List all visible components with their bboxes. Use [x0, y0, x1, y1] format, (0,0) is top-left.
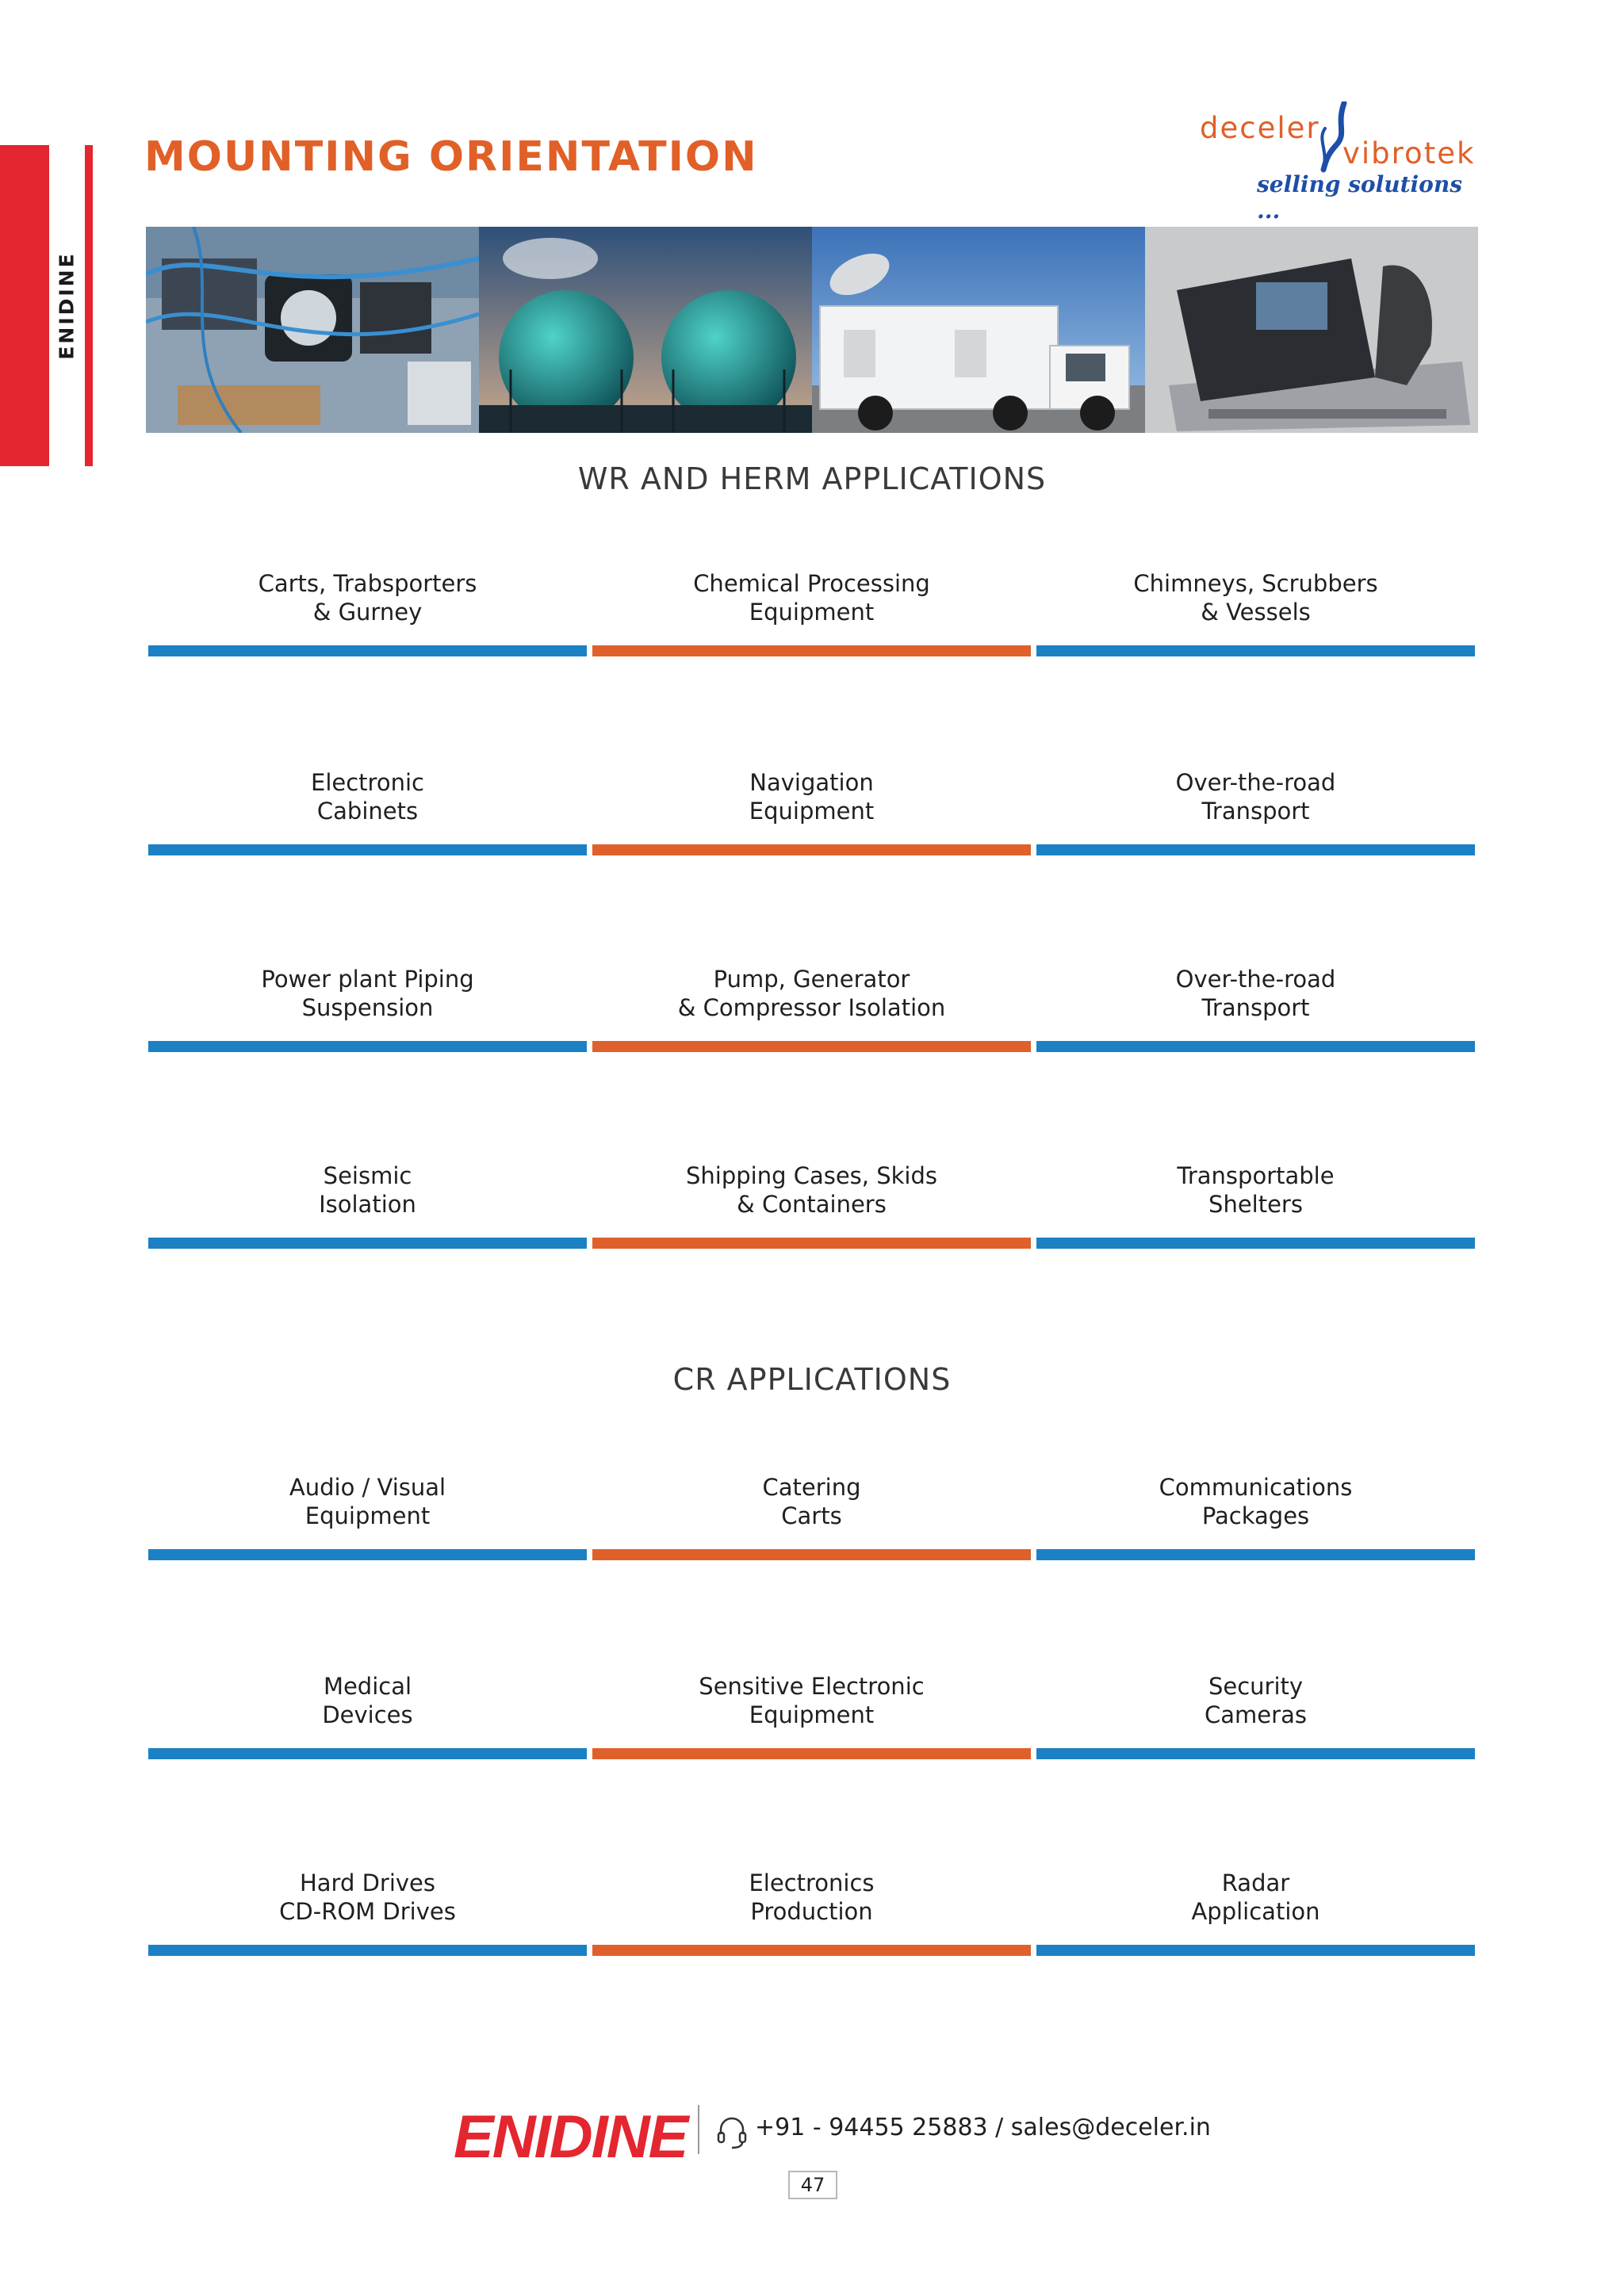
application-item — [592, 1869, 1031, 1956]
application-item — [1036, 1161, 1475, 1249]
application-underline — [148, 1041, 587, 1052]
footer-contact-info: +91 - 94455 25883 / sales@deceler.in — [755, 2114, 1211, 2141]
application-underline — [1036, 1748, 1475, 1759]
application-underline — [148, 844, 587, 855]
application-label-line2: Packages — [1201, 1502, 1310, 1529]
application-underline — [148, 1238, 587, 1249]
application-underline — [148, 1945, 587, 1956]
application-label-line1: Electronic — [311, 769, 424, 796]
application-label-line2: Equipment — [749, 599, 875, 626]
application-item — [1036, 569, 1475, 656]
application-label-line2: Transport — [1201, 798, 1310, 825]
application-item — [148, 1869, 587, 1956]
application-label-line2: Suspension — [301, 994, 434, 1021]
pneumatic-machinery-photo — [146, 227, 479, 433]
application-label-line1: Transportable — [1177, 1162, 1335, 1189]
application-underline — [1036, 844, 1475, 855]
application-item — [592, 1473, 1031, 1560]
application-label-line2: Production — [750, 1898, 873, 1925]
application-label-line1: Chemical Processing — [693, 570, 930, 597]
application-item — [1036, 1672, 1475, 1759]
application-item — [592, 768, 1031, 855]
application-label-line2: & Vessels — [1201, 599, 1311, 626]
application-item — [1036, 1473, 1475, 1560]
application-item — [148, 768, 587, 855]
application-item — [592, 569, 1031, 656]
application-item — [148, 1473, 587, 1560]
application-label-line2: CD-ROM Drives — [279, 1898, 456, 1925]
application-label-line1: Communications — [1159, 1474, 1353, 1501]
application-item — [1036, 965, 1475, 1052]
application-label-line2: Isolation — [319, 1191, 416, 1218]
application-underline — [148, 645, 587, 656]
enidine-footer-logo: ENIDINE — [454, 2103, 688, 2171]
page-title: MOUNTING ORIENTATION — [144, 133, 758, 181]
application-underline — [592, 1041, 1031, 1052]
wr-row — [148, 1161, 1477, 1249]
application-underline — [592, 1238, 1031, 1249]
logo-tagline: selling solutions ... — [1257, 171, 1462, 224]
application-label-line1: Pump, Generator — [713, 966, 910, 993]
sidebar-brand-label — [49, 145, 85, 466]
application-label-line2: Equipment — [304, 1502, 431, 1529]
sidebar-brand-text: ENIDINE — [56, 251, 79, 360]
sidebar-red-band — [0, 145, 49, 466]
page-number: 47 — [788, 2171, 837, 2199]
deceler-vibrotek-logo — [1193, 101, 1487, 224]
application-underline — [592, 844, 1031, 855]
application-label-line1: Chimneys, Scrubbers — [1133, 570, 1378, 597]
application-item — [592, 1161, 1031, 1249]
wr-section-title: WR AND HERM APPLICATIONS — [577, 461, 1047, 496]
flight-simulator-photo — [1145, 227, 1478, 433]
application-label-line2: Application — [1191, 1898, 1320, 1925]
application-label-line1: Medical — [323, 1673, 412, 1700]
application-label-line2: Devices — [322, 1701, 413, 1728]
application-item — [1036, 768, 1475, 855]
application-label-line1: Shipping Cases, Skids — [685, 1162, 938, 1189]
application-label-line2: Shelters — [1208, 1191, 1303, 1218]
application-label-line1: Navigation — [749, 769, 874, 796]
application-label-line2: Equipment — [749, 1701, 875, 1728]
application-underline — [1036, 1238, 1475, 1249]
application-underline — [1036, 1945, 1475, 1956]
application-item — [1036, 1869, 1475, 1956]
application-label-line1: Audio / Visual — [289, 1474, 446, 1501]
wr-row — [148, 768, 1477, 855]
application-underline — [1036, 1549, 1475, 1560]
application-label-line1: Power plant Piping — [261, 966, 474, 993]
application-underline — [148, 1549, 587, 1560]
cr-section-title: CR APPLICATIONS — [672, 1362, 952, 1397]
wr-row — [148, 965, 1477, 1052]
application-label-line2: Equipment — [749, 798, 875, 825]
spherical-tanks-photo — [479, 227, 812, 433]
application-label-line1: Catering — [762, 1474, 861, 1501]
logo-word-vibrotek: vibrotek — [1342, 136, 1476, 170]
wr-row — [148, 569, 1477, 656]
application-underline — [148, 1748, 587, 1759]
application-label-line1: Over-the-road — [1175, 966, 1336, 993]
application-label-line1: Seismic — [323, 1162, 412, 1189]
application-underline — [592, 1549, 1031, 1560]
application-item — [592, 1672, 1031, 1759]
application-label-line1: Over-the-road — [1175, 769, 1336, 796]
application-label-line2: Transport — [1201, 994, 1310, 1021]
application-item — [148, 1672, 587, 1759]
cr-row — [148, 1869, 1477, 1956]
application-label-line1: Security — [1208, 1673, 1304, 1700]
application-label-line1: Hard Drives — [299, 1869, 436, 1896]
cr-row — [148, 1672, 1477, 1759]
application-label-line2: & Containers — [737, 1191, 887, 1218]
application-underline — [592, 1748, 1031, 1759]
headset-icon — [716, 2115, 748, 2150]
sidebar-red-line — [85, 145, 93, 466]
application-underline — [592, 645, 1031, 656]
application-label-line1: Carts, Trabsporters — [258, 570, 477, 597]
application-item — [592, 965, 1031, 1052]
application-item — [148, 965, 587, 1052]
application-label-line1: Radar — [1221, 1869, 1290, 1896]
application-item — [148, 1161, 587, 1249]
application-label-line1: Sensitive Electronic — [699, 1673, 925, 1700]
application-label-line2: & Gurney — [312, 599, 423, 626]
application-label-line1: Electronics — [749, 1869, 875, 1896]
application-underline — [592, 1945, 1031, 1956]
application-item — [148, 569, 587, 656]
application-underline — [1036, 645, 1475, 656]
application-label-line2: Cabinets — [316, 798, 419, 825]
cr-row — [148, 1473, 1477, 1560]
application-photo-strip — [146, 227, 1478, 433]
logo-word-deceler: deceler — [1200, 111, 1320, 145]
application-label-line2: Cameras — [1205, 1701, 1307, 1728]
application-underline — [1036, 1041, 1475, 1052]
footer-divider — [698, 2105, 699, 2154]
broadcast-truck-photo — [812, 227, 1145, 433]
application-label-line2: & Compressor Isolation — [677, 994, 946, 1021]
application-label-line2: Carts — [781, 1502, 842, 1529]
